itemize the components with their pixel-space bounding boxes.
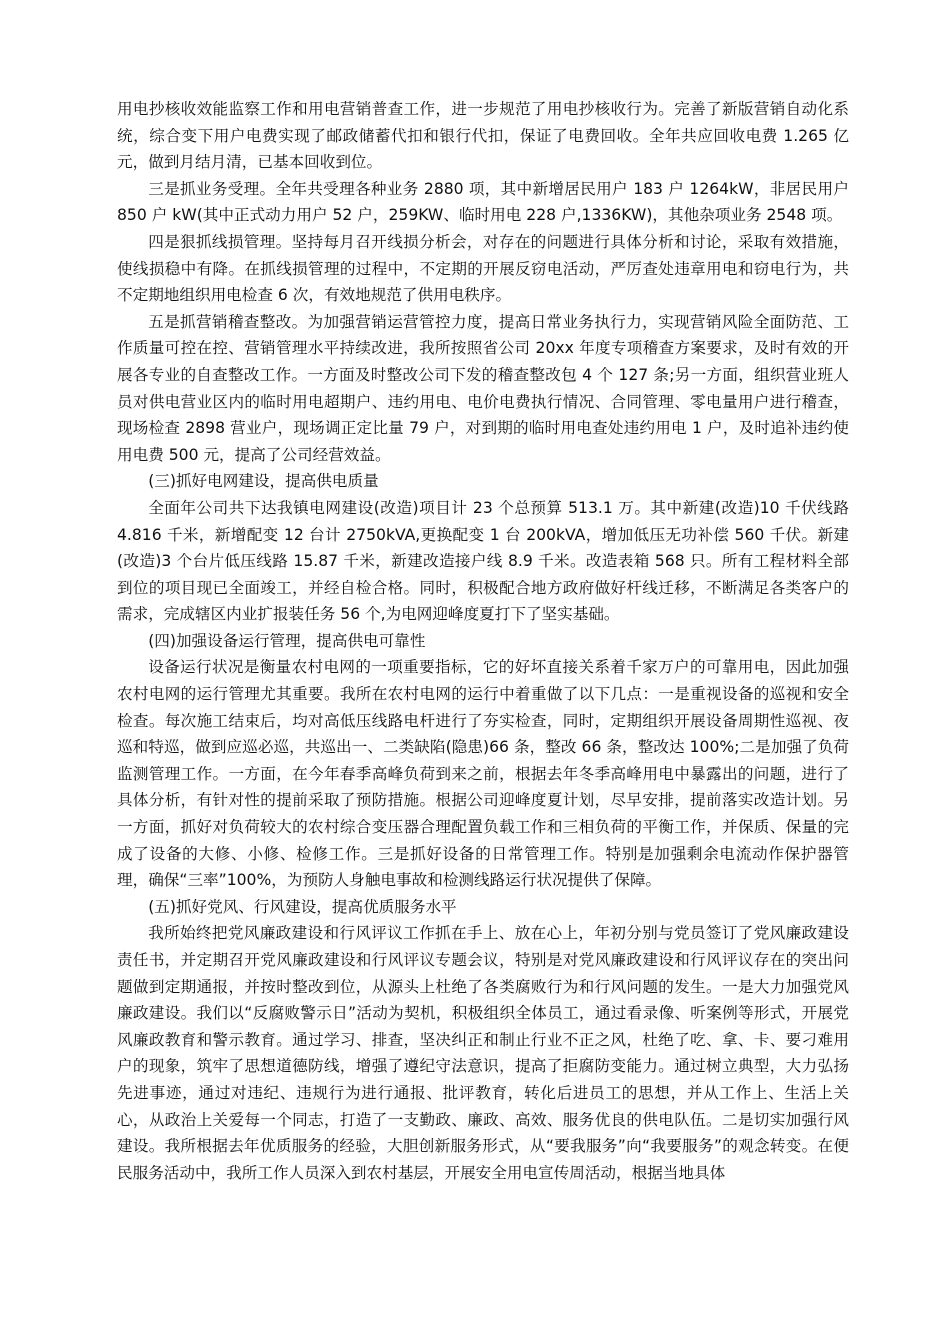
paragraph-grid-construction: 全面年公司共下达我镇电网建设(改造)项目计 23 个总预算 513.1 万。其中新建(改造)10 千伏线路 4.816 千米，新增配变 12 台计 2750kVA,更换配变 1 台 200kVA，增加低压无功补偿 560 千伏。新建(改造)3 个台片低压线路 15.87 千米，新建改造接户线 8.9 千米。改造表箱 568 只。所有工程材料全部到位的项目现已全面竣工，并经自检合格。同时，积极配合地方政府做好杆线迁移，不断满足各类客户的需求，完成辖区内业扩报装任务 56 个,为电网迎峰度夏打下了坚实基础。	[117, 498, 849, 624]
section-heading-party-conduct: (五)抓好党风、行风建设，提高优质服务水平	[148, 897, 457, 916]
paragraph-line-loss: 四是狠抓线损管理。坚持每月召开线损分析会，对存在的问题进行具体分析和讨论，采取有效措施，使线损稳中有降。在抓线损管理的过程中，不定期的开展反窃电活动，严厉查处违章用电和窃电行为，共不定期地组织用电检查 6 次，有效地规范了供用电秩序。	[117, 232, 849, 305]
section-heading-grid-construction: (三)抓好电网建设，提高供电质量	[148, 472, 379, 491]
paragraph-continuation: 用电抄核收效能监察工作和用电营销普查工作，进一步规范了用电抄核收行为。完善了新版营销自动化系统，综合变下用户电费实现了邮政储蓄代扣和银行代扣，保证了电费回收。全年共应回收电费 1.265 亿元，做到月结月清，已基本回收到位。	[117, 100, 849, 172]
paragraph-business-acceptance: 三是抓业务受理。全年共受理各种业务 2880 项，其中新增居民用户 183 户 1264kW，非居民用户 850 户 kW(其中正式动力用户 52 户，259KW、临时用电 228 户,1336KW)，其他杂项业务 2548 项。	[117, 179, 849, 225]
paragraph-party-conduct: 我所始终把党风廉政建设和行风评议工作抓在手上、放在心上，年初分别与党员签订了党风廉政建设责任书，并定期召开党风廉政建设和行风评议专题会议，特别是对党风廉政建设和行风评议存在的突出问题做到定期通报，并按时整改到位，从源头上杜绝了各类腐败行为和行风问题的发生。一是大力加强党风廉政建设。我们以“反腐败警示日”活动为契机，积极组织全体员工，通过看录像、听案例等形式，开展党风廉政教育和警示教育。通过学习、排查，坚决纠正和制止行业不正之风，杜绝了吃、拿、卡、要刁难用户的现象，筑牢了思想道德防线，增强了遵纪守法意识，提高了拒腐防变能力。通过树立典型，大力弘扬先进事迹，通过对违纪、违规行为进行通报、批评教育，转化后进员工的思想，并从工作上、生活上关心，从政治上关爱每一个同志，打造了一支勤政、廉政、高效、服务优良的供电队伍。二是切实加强行风建设。我所根据去年优质服务的经验，大胆创新服务形式，从“要我服务”向“我要服务”的观念转变。在便民服务活动中，我所工作人员深入到农村基层，开展安全用电宣传周活动，根据当地具体	[117, 924, 849, 1182]
document-page	[117, 96, 849, 1186]
section-heading-equipment-operation: (四)加强设备运行管理，提高供电可靠性	[148, 631, 426, 650]
paragraph-equipment-operation: 设备运行状况是衡量农村电网的一项重要指标，它的好坏直接关系着千家万户的可靠用电，因此加强农村电网的运行管理尤其重要。我所在农村电网的运行中着重做了以下几点：一是重视设备的巡视和安全检查。每次施工结束后，均对高低压线路电杆进行了夯实检查，同时，定期组织开展设备周期性巡视、夜巡和特巡，做到应巡必巡，共巡出一、二类缺陷(隐患)66 条，整改 66 条，整改达 100%;二是加强了负荷监测管理工作。一方面，在今年春季高峰负荷到来之前，根据去年冬季高峰用电中暴露出的问题，进行了具体分析，有针对性的提前采取了预防措施。根据公司迎峰度夏计划，尽早安排，提前落实改造计划。另一方面，抓好对负荷较大的农村综合变压器合理配置负载工作和三相负荷的平衡工作，并保质、保量的完成了设备的大修、小修、检修工作。三是抓好设备的日常管理工作。特别是加强剩余电流动作保护器管理，确保“三率”100%，为预防人身触电事故和检测线路运行状况提供了保障。	[117, 658, 849, 890]
paragraph-audit-rectification: 五是抓营销稽查整改。为加强营销运营管控力度，提高日常业务执行力，实现营销风险全面防范、工作质量可控在控、营销管理水平持续改进，我所按照省公司 20xx 年度专项稽查方案要求，及时有效的开展各专业的自查整改工作。一方面及时整改公司下发的稽查整改包 4 个 127 条;另一方面，组织营业班人员对供电营业区内的临时用电超期户、违约用电、电价电费执行情况、合同管理、零电量用户进行稽查，现场检查 2898 营业户，现场调正定比量 79 户，对到期的临时用电查处违约用电 1 户，及时追补违约使用电费 500 元，提高了公司经营效益。	[117, 312, 849, 464]
